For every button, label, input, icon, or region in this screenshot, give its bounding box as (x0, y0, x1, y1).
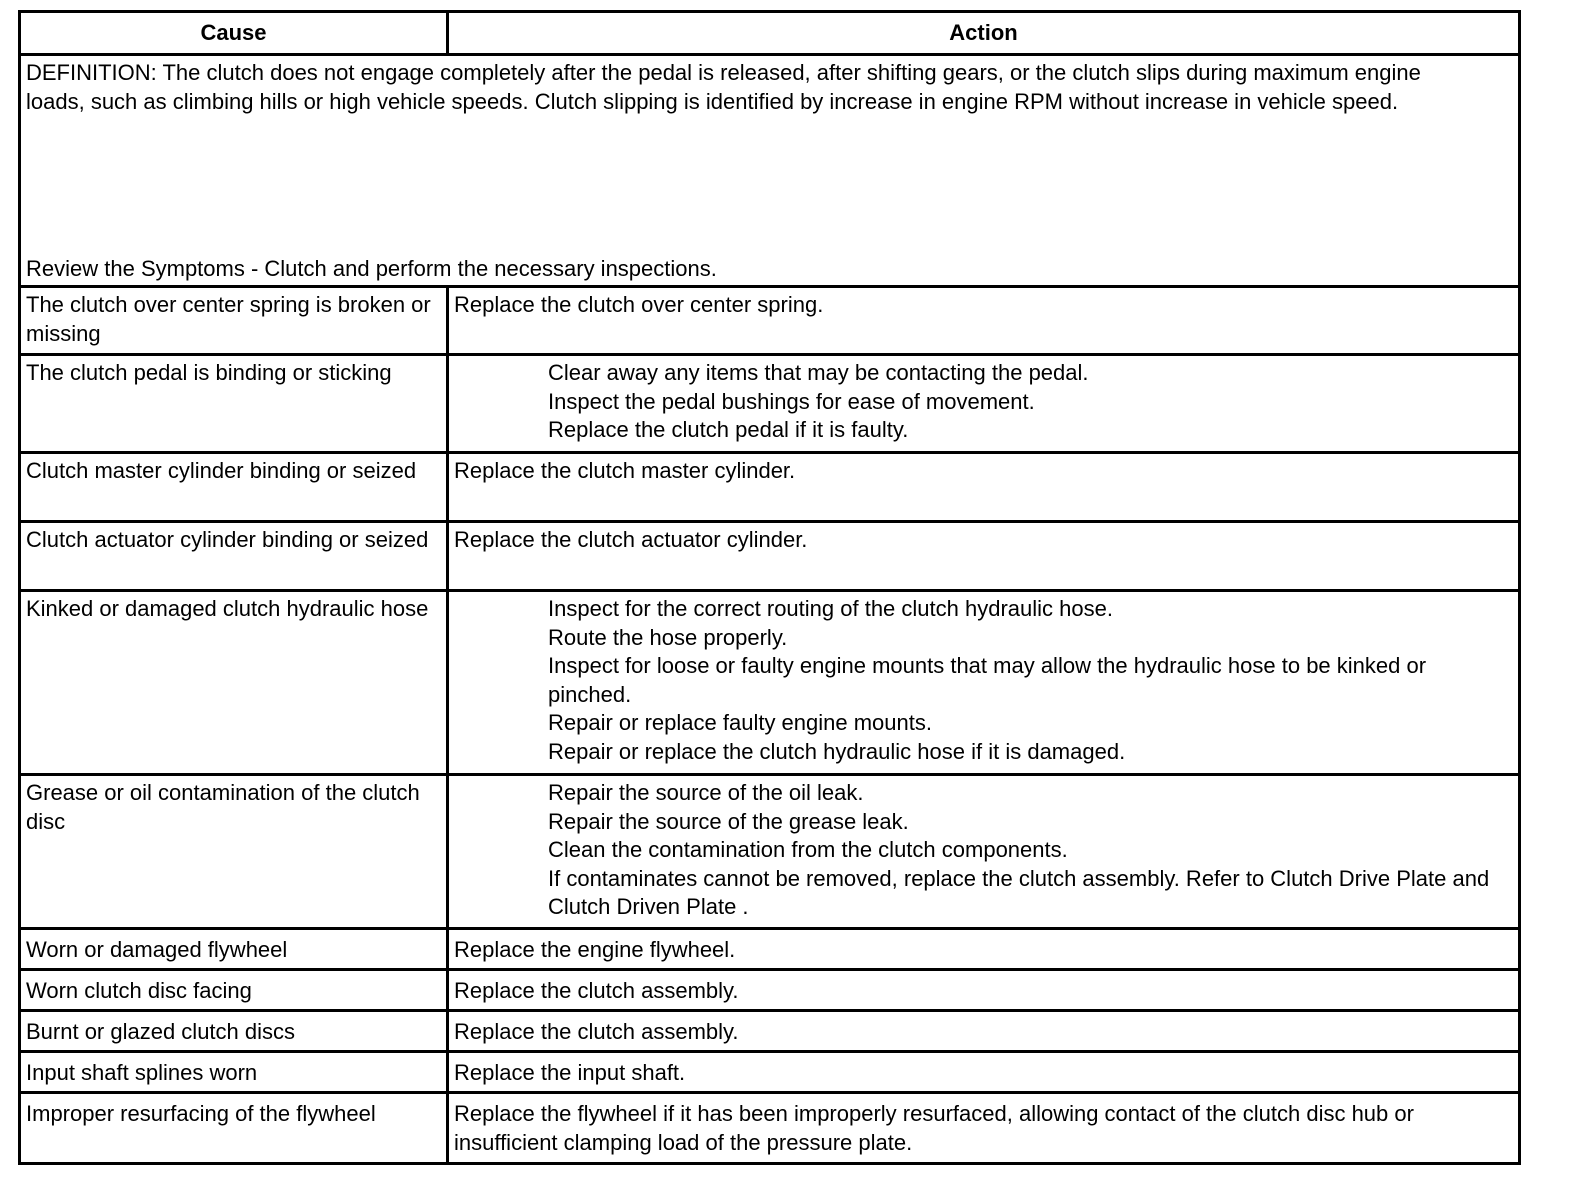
table-row (20, 591, 1520, 775)
cause-cell: Kinked or damaged clutch hydraulic hose (20, 591, 448, 775)
table-row (20, 522, 1520, 591)
cause-cell: The clutch over center spring is broken or missing (20, 287, 448, 355)
action-step: Repair the source of the oil leak. (548, 780, 864, 805)
action-cell (448, 355, 1520, 453)
cause-header: Cause (20, 12, 448, 55)
table-row (20, 1093, 1520, 1164)
action-step: Inspect for loose or faulty engine mounts that may allow the hydraulic hose to be kinked or pinched. (548, 653, 1427, 707)
action-cell (448, 775, 1520, 929)
action-cell (448, 970, 1520, 1011)
review-symptoms-text: Review the Symptoms - Clutch and perform the necessary inspections. (26, 255, 717, 281)
action-text: Replace the engine flywheel. (454, 937, 736, 962)
cause-cell: Clutch master cylinder binding or seized (20, 453, 448, 522)
table-row (20, 287, 1520, 355)
cause-cell: Worn clutch disc facing (20, 970, 448, 1011)
action-text: Replace the clutch assembly. (454, 978, 739, 1003)
table-row (20, 1052, 1520, 1093)
action-text: Replace the clutch over center spring. (454, 292, 824, 317)
table-row (20, 970, 1520, 1011)
definition-cell (20, 55, 1520, 287)
cause-cell: Burnt or glazed clutch discs (20, 1011, 448, 1052)
table-row (20, 453, 1520, 522)
clutch-diagnosis-table (18, 10, 1521, 1165)
header-row (20, 12, 1520, 55)
action-cell (448, 287, 1520, 355)
action-cell (448, 1093, 1520, 1164)
cause-cell: The clutch pedal is binding or sticking (20, 355, 448, 453)
action-step: Repair or replace the clutch hydraulic hose if it is damaged. (548, 738, 1126, 764)
action-text: Replace the clutch actuator cylinder. (454, 527, 808, 552)
action-text: Replace the input shaft. (454, 1060, 686, 1085)
definition-row (20, 55, 1520, 287)
action-cell (448, 929, 1520, 970)
action-step: Repair or replace faulty engine mounts. (548, 710, 932, 735)
cause-cell: Input shaft splines worn (20, 1052, 448, 1093)
action-text: Replace the clutch master cylinder. (454, 458, 796, 483)
action-step: Clear away any items that may be contacting the pedal. (548, 360, 1089, 385)
action-header: Action (448, 12, 1520, 55)
action-step: Clean the contamination from the clutch components. (548, 837, 1068, 862)
action-step: Route the hose properly. (548, 624, 788, 650)
cause-cell: Clutch actuator cylinder binding or seized (20, 522, 448, 591)
action-step: Replace the clutch pedal if it is faulty. (548, 417, 909, 442)
action-cell (448, 591, 1520, 775)
definition-text: DEFINITION: The clutch does not engage completely after the pedal is released, after shifting gears, or the clutch slips during maximum engine loads, such as climbing hills or high vehicle speeds. Clutch slipping is identified by increase in engine RPM without increase in vehicle speed. (26, 60, 1421, 114)
action-cell (448, 1052, 1520, 1093)
action-text: Replace the flywheel if it has been improperly resurfaced, allowing contact of the clutch disc hub or insufficient clamping load of the pressure plate. (454, 1101, 1414, 1155)
action-step: If contaminates cannot be removed, replace the clutch assembly. Refer to Clutch Drive Plate and Clutch Driven Plate . (548, 865, 1490, 919)
table-row (20, 1011, 1520, 1052)
table-row (20, 355, 1520, 453)
cause-cell: Worn or damaged flywheel (20, 929, 448, 970)
action-text: Replace the clutch assembly. (454, 1019, 739, 1044)
action-cell (448, 1011, 1520, 1052)
table-row (20, 775, 1520, 929)
cause-cell: Grease or oil contamination of the clutch disc (20, 775, 448, 929)
action-step: Inspect for the correct routing of the clutch hydraulic hose. (548, 596, 1113, 621)
table-row (20, 929, 1520, 970)
action-step: Inspect the pedal bushings for ease of movement. (548, 388, 1035, 414)
action-cell (448, 453, 1520, 522)
cause-cell: Improper resurfacing of the flywheel (20, 1093, 448, 1164)
action-cell (448, 522, 1520, 591)
action-step: Repair the source of the grease leak. (548, 808, 909, 834)
